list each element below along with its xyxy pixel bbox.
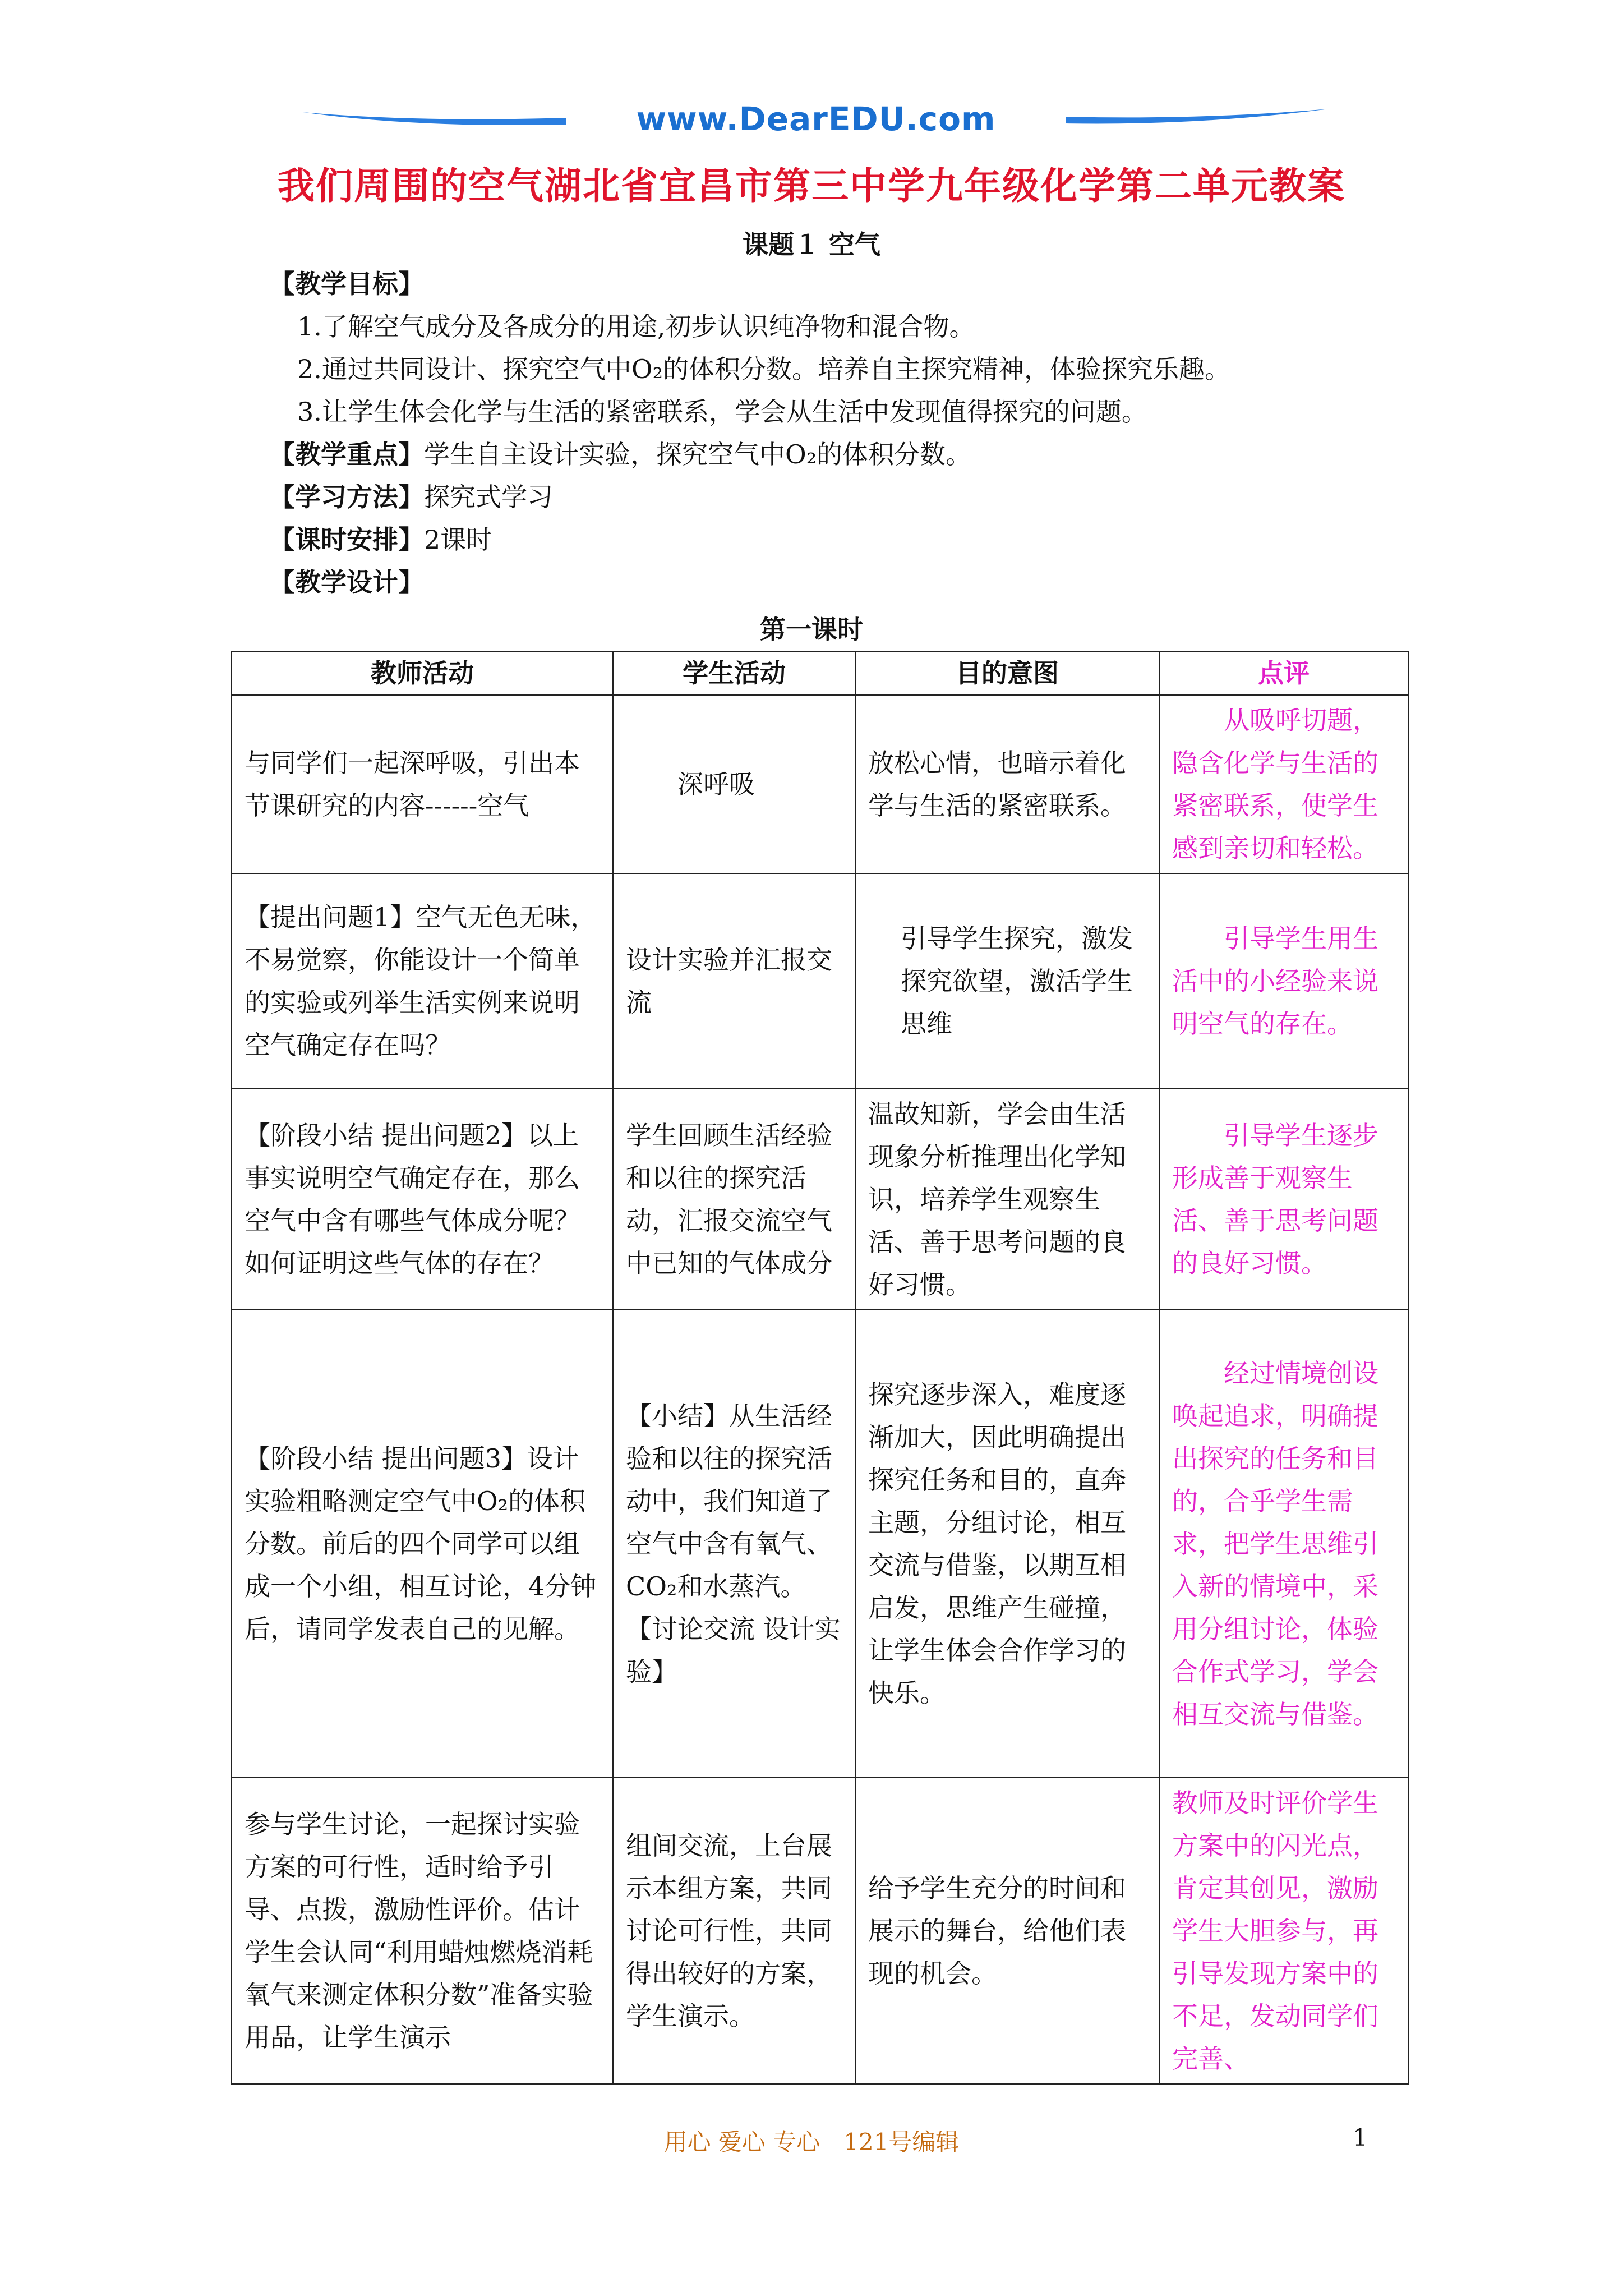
lesson-title: 课题１ 空气 xyxy=(742,229,880,260)
table-row xyxy=(232,873,1408,1089)
comment-cell: 引导学生用生活中的小经验来说明空气的存在。 xyxy=(1159,873,1408,1089)
lesson-design-table xyxy=(231,651,1409,2085)
comment-cell: 引导学生逐步形成善于观察生活、善于思考问题的良好习惯。 xyxy=(1159,1089,1408,1310)
site-logo-text: www.DearEDU.com xyxy=(636,100,996,138)
teacher-activity-cell: 【阶段小结 提出问题3】设计实验粗略测定空气中O₂的体积分数。前后的四个同学可以组成一个小组，相互讨论，4分钟后，请同学发表自己的见解。 xyxy=(232,1310,613,1778)
page-number: 1 xyxy=(1353,2124,1368,2151)
student-activity-cell: 深呼吸 xyxy=(613,695,855,873)
teacher-activity-cell: 【提出问题1】空气无色无味，不易觉察，你能设计一个简单的实验或列举生活实例来说明空气确定存在吗？ xyxy=(232,873,613,1089)
objective-item: 2.通过共同设计、探究空气中O₂的体积分数。培养自主探究精神，体验探究乐趣。 xyxy=(297,354,1231,384)
objective-item: 3.让学生体会化学与生活的紧密联系，学会从生活中发现值得探究的问题。 xyxy=(297,397,1147,427)
footer-text: 用心 爱心 专心 121号编辑 xyxy=(663,2128,960,2156)
design-heading: 【教学设计】 xyxy=(269,567,424,597)
table-row xyxy=(232,695,1408,873)
method-text: 探究式学习 xyxy=(424,482,553,512)
hours-label: 【课时安排】 xyxy=(269,524,424,555)
objectives-heading: 【教学目标】 xyxy=(269,269,424,299)
hours-text: 2课时 xyxy=(424,524,492,555)
teacher-activity-cell: 与同学们一起深呼吸，引出本节课研究的内容------空气 xyxy=(232,695,613,873)
student-activity-cell: 学生回顾生活经验和以往的探究活动，汇报交流空气中已知的气体成分 xyxy=(613,1089,855,1310)
comment-cell: 教师及时评价学生方案中的闪光点，肯定其创见，激励学生大胆参与，再引导发现方案中的不足，发动同学们完善、 xyxy=(1159,1778,1408,2084)
comment-cell: 从吸呼切题，隐含化学与生活的紧密联系，使学生感到亲切和轻松。 xyxy=(1159,695,1408,873)
focus-line xyxy=(269,433,971,476)
teacher-activity-cell: 参与学生讨论，一起探讨实验方案的可行性，适时给予引导、点拨，激励性评价。估计学生会认同“利用蜡烛燃烧消耗氧气来测定体积分数”准备实验用品，让学生演示 xyxy=(232,1778,613,2084)
method-label: 【学习方法】 xyxy=(269,482,424,512)
purpose-cell: 探究逐步深入，难度逐渐加大，因此明确提出探究任务和目的，直奔主题，分组讨论，相互交流与借鉴，以期互相启发，思维产生碰撞，让学生体会合作学习的快乐。 xyxy=(855,1310,1159,1778)
student-activity-cell: 设计实验并汇报交流 xyxy=(613,873,855,1089)
table-header-row xyxy=(232,651,1408,695)
header-purpose: 目的意图 xyxy=(855,651,1159,695)
document-title: 我们周围的空气湖北省宜昌市第三中学九年级化学第二单元教案 xyxy=(278,164,1345,208)
focus-label: 【教学重点】 xyxy=(269,439,424,470)
table-row xyxy=(232,1089,1408,1310)
comment-cell: 经过情境创设唤起追求，明确提出探究的任务和目的，合乎学生需求，把学生思维引入新的情境中，采用分组讨论，体验合作式学习，学会相互交流与借鉴。 xyxy=(1159,1310,1408,1778)
purpose-cell: 引导学生探究，激发探究欲望，激活学生思维 xyxy=(855,873,1159,1089)
purpose-cell: 放松心情，也暗示着化学与生活的紧密联系。 xyxy=(855,695,1159,873)
focus-text: 学生自主设计实验，探究空气中O₂的体积分数。 xyxy=(424,439,972,470)
header-student-activity: 学生活动 xyxy=(613,651,855,695)
hours-line xyxy=(269,518,492,561)
objective-item: 1.了解空气成分及各成分的用途,初步认识纯净物和混合物。 xyxy=(297,311,975,342)
table-row xyxy=(232,1778,1408,2084)
student-activity-cell: 组间交流，上台展示本组方案，共同讨论可行性，共同得出较好的方案，学生演示。 xyxy=(613,1778,855,2084)
student-activity-cell: 【小结】从生活经验和以往的探究活动中，我们知道了空气中含有氧气、CO₂和水蒸汽。【讨论交流 设计实验】 xyxy=(613,1310,855,1778)
purpose-cell: 温故知新，学会由生活现象分析推理出化学知识，培养学生观察生活、善于思考问题的良好习惯。 xyxy=(855,1089,1159,1310)
header-comment: 点评 xyxy=(1159,651,1408,695)
site-banner xyxy=(303,95,1329,146)
period-title: 第一课时 xyxy=(760,614,863,645)
table-row xyxy=(232,1310,1408,1778)
teacher-activity-cell: 【阶段小结 提出问题2】以上事实说明空气确定存在，那么空气中含有哪些气体成分呢？如何证明这些气体的存在？ xyxy=(232,1089,613,1310)
header-teacher-activity: 教师活动 xyxy=(232,651,613,695)
method-line xyxy=(269,476,553,518)
purpose-cell: 给予学生充分的时间和展示的舞台，给他们表现的机会。 xyxy=(855,1778,1159,2084)
